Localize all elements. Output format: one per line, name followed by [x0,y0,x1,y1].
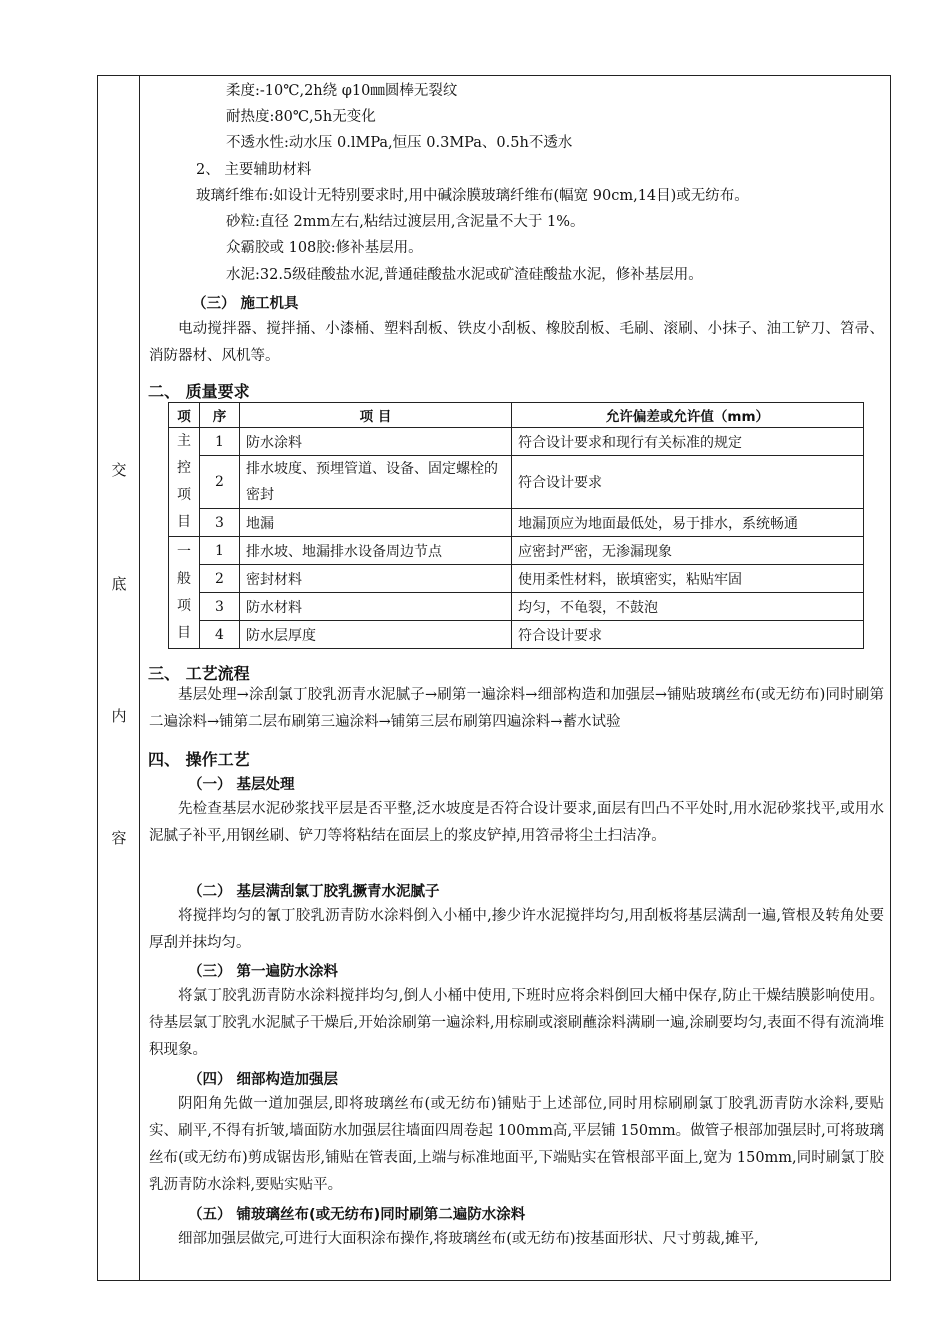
table-row [169,593,864,621]
group-general: 一般项目 [169,537,200,649]
value-cell: 使用柔性材料，嵌填密实，粘贴牢固 [512,565,864,593]
table-row [169,537,864,565]
ops-s3-title: （三） 第一遍防水涂料 [188,964,339,980]
header-cell: 允许偏差或允许值（mm） [512,403,864,428]
table-row [169,456,864,509]
value-cell: 符合设计要求 [512,621,864,649]
spec-water: 不透水性:动水压 0.lMPa,恒压 0.3MPa、0.5h不透水 [226,135,573,151]
row-number: 1 [200,537,240,565]
side-label-char: 底 [111,575,127,593]
value-cell: 地漏顶应为地面最低处，易于排水，系统畅通 [512,509,864,537]
spec-cement: 水泥:32.5级硅酸盐水泥,普通硅酸盐水泥或矿渣硅酸盐水泥，修补基层用。 [226,267,703,283]
spec-glue: 众霸胶或 108胶:修补基层用。 [226,240,423,256]
aux-materials-title: 2、 主要辅助材料 [196,162,312,178]
item-cell: 防水层厚度 [240,621,512,649]
quality-heading: 二、 质量要求 [148,382,250,401]
value-cell: 应密封严密，无渗漏现象 [512,537,864,565]
ops-s2-title: （二） 基层满刮氯丁胶乳撅青水泥腻子 [188,884,440,900]
ops-s3-text: 将氯丁胶乳沥青防水涂料搅拌均匀,倒人小桶中使用,下班时应将余料倒回大桶中保存,防止干燥结膜影响使用。待基层氯丁胶乳水泥腻子干燥后,开始涂刷第一遍涂料,用棕刷或滚刷蘸涂料满刷一遍,涂刷要均匀,表面不得有流淌堆积现象。 [149,988,884,1058]
ops-s1-title: （一） 基层处理 [188,777,295,793]
table-row [169,509,864,537]
tools-heading: （三） 施工机具 [192,296,299,312]
ops-s2-text: 将搅拌均匀的氰丁胶乳沥青防水涂料倒入小桶中,掺少许水泥搅拌均匀,用刮板将基层满刮一遍,管根及转角处要厚刮并抹均匀。 [149,908,884,951]
ops-s1-text: 先检查基层水泥砂浆找平层是否平整,泛水坡度是否符合设计要求,面层有凹凸不平处时,用水泥砂浆找平,或用水泥腻子补平,用钢丝刷、铲刀等将粘结在面层上的浆皮铲掉,用笤帚将尘土扫洁净。 [149,801,884,844]
quality-table [168,402,864,649]
value-cell: 均匀，不龟裂，不鼓泡 [512,593,864,621]
spec-heat: 耐热度:80℃,5h无变化 [226,109,376,125]
item-cell: 防水涂料 [240,428,512,456]
item-cell: 防水材料 [240,593,512,621]
header-cell: 项 [169,403,200,428]
item-cell: 排水坡、地漏排水设备周边节点 [240,537,512,565]
side-label-char: 容 [111,829,127,847]
row-number: 2 [200,456,240,509]
spec-flex: 柔度:-10℃,2h绕 φ10㎜圆棒无裂纹 [226,83,458,99]
table-row [169,428,864,456]
table-row [169,565,864,593]
header-cell: 序 [200,403,240,428]
table-header-row [169,403,864,428]
label-column [98,76,140,1280]
side-label-char: 交 [111,461,127,479]
item-cell: 地漏 [240,509,512,537]
value-cell: 符合设计要求 [512,456,864,509]
ops-s4-title: （四） 细部构造加强层 [188,1072,339,1088]
item-cell: 排水坡度、预埋管道、设备、固定螺栓的密封 [240,456,512,509]
ops-s4-text: 阴阳角先做一道加强层,即将玻璃丝布(或无纺布)铺贴于上述部位,同时用棕刷刷氯丁胶乳沥青防水涂料,要贴实、刷平,不得有折皱,墙面防水加强层往墙面四周卷起 100mm高,平层铺 150mm。做管子根部加强层时,可将玻璃丝布(或无纺布)剪成锯齿形,铺贴在管表面,上端与标准地面平,下端贴实在管根部平面上,宽为 150mm,同时刷氯丁胶乳沥青防水涂料,要贴实贴平。 [149,1096,884,1193]
table-row [169,621,864,649]
header-cell: 项 目 [240,403,512,428]
row-number: 4 [200,621,240,649]
ops-s5-text: 细部加强层做完,可进行大面积涂布操作,将玻璃丝布(或无纺布)按基面形状、尺寸剪裁,摊平, [178,1231,759,1247]
ops-heading: 四、 操作工艺 [148,750,250,769]
item-cell: 密封材料 [240,565,512,593]
row-number: 1 [200,428,240,456]
row-number: 2 [200,565,240,593]
flow-text: 基层处理→涂刮氯丁胶乳沥青水泥腻子→刷第一遍涂料→细部构造和加强层→铺贴玻璃丝布(或无纺布)同时刷第二遍涂料→铺第二层布刷第三遍涂料→铺第三层布刷第四遍涂料→蓄水试验 [149,687,884,730]
tools-text: 电动搅拌器、搅拌捅、小漆桶、塑料刮板、铁皮小刮板、橡胶刮板、毛刷、滚刷、小抹子、油工铲刀、笤帚、消防器材、风机等。 [149,321,884,364]
group-main-control: 主控项目 [169,428,200,537]
row-number: 3 [200,509,240,537]
value-cell: 符合设计要求和现行有关标准的规定 [512,428,864,456]
spec-glass-fiber: 玻璃纤维布:如设计无特别要求时,用中碱涂膜玻璃纤维布(幅宽 90cm,14目)或无纺布。 [196,188,749,204]
row-number: 3 [200,593,240,621]
flow-heading: 三、 工艺流程 [148,664,250,683]
form-frame [97,75,891,1281]
spec-sand: 砂粒:直径 2mm左右,粘结过渡层用,含泥量不大于 1%。 [226,214,585,230]
ops-s5-title: （五） 铺玻璃丝布(或无纺布)同时刷第二遍防水涂料 [188,1207,526,1223]
side-label-char: 内 [111,707,127,725]
